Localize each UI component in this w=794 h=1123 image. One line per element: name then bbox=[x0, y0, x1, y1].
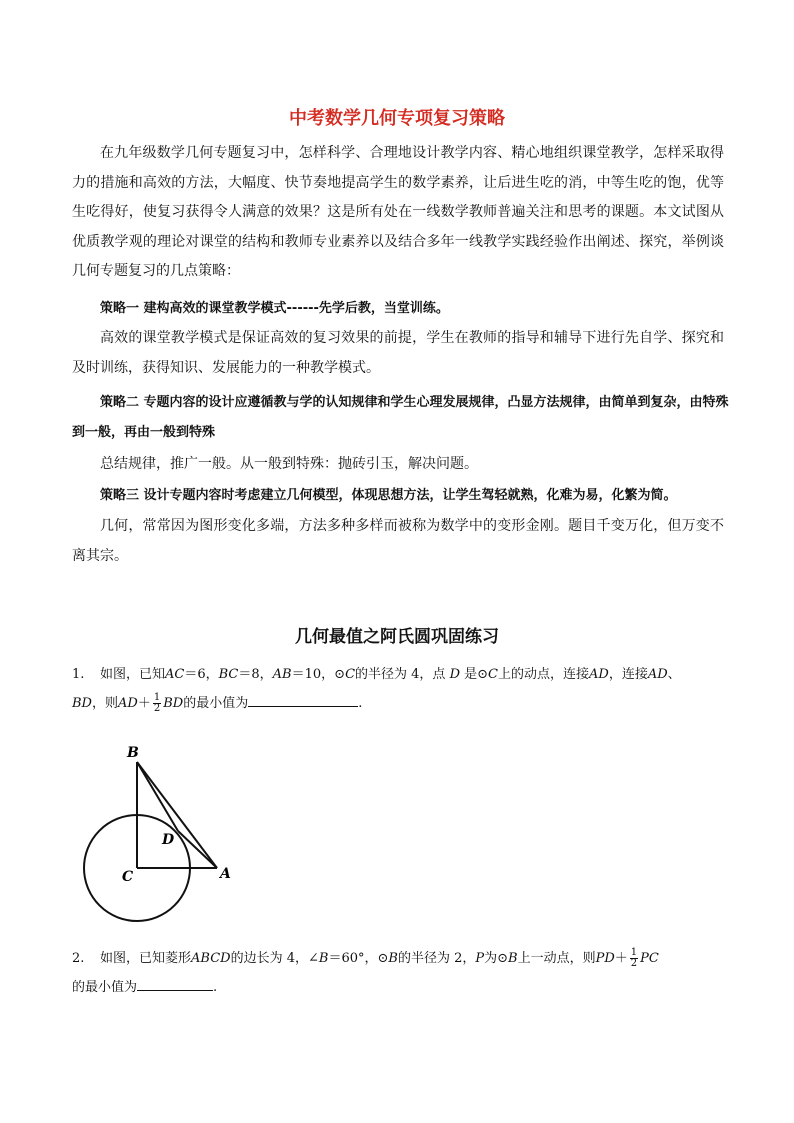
answer-blank[interactable] bbox=[248, 692, 358, 707]
label-c: C bbox=[122, 869, 134, 885]
question-2: 2. 如图，已知菱形ABCD的边长为 4，∠B＝60°，⊙B的半径为 2，P为⊙B上一动点，则PD＋ $\frac{1}{2}$ PC 的最小值为 . bbox=[72, 944, 732, 1002]
label-b: B bbox=[127, 745, 139, 761]
strategy3-body: 几何，常常因为图形变化多端，方法多种多样而被称为数学中的变形金刚。题目千变万化，但万变不离其宗。 bbox=[72, 518, 724, 564]
question-1: 1. 如图，已知AC＝6，BC＝8，AB＝10，⊙C的半径为 4，点 D 是⊙C上的动点，连接AD，连接AD、 BD，则AD＋ $\frac{1}{2}$ BD的最小值为 . bbox=[72, 660, 732, 718]
page-title: 中考数学几何专项复习策略 bbox=[289, 108, 505, 129]
fraction-one-half: $\frac{1}{2}$ bbox=[630, 947, 638, 969]
segment-bd bbox=[137, 762, 178, 831]
strategy1-heading: 策略一 建构高效的课堂教学模式------先学后教，当堂训练。 bbox=[100, 301, 449, 316]
strategy2-heading: 策略二 专题内容的设计应遵循教与学的认知规律和学生心理发展规律，凸显方法规律，由简单到复杂，由特殊到一般，再由一般到特殊 bbox=[72, 395, 729, 440]
question-number: 1. bbox=[72, 667, 85, 682]
fraction-one-half: $\frac{1}{2}$ bbox=[153, 692, 161, 714]
section-title: 几何最值之阿氏圆巩固练习 bbox=[295, 627, 499, 647]
figure-1 bbox=[80, 740, 250, 925]
strategy1-body: 高效的课堂教学模式是保证高效的复习效果的前提，学生在教师的指导和辅导下进行先自学、探究和及时训练，获得知识、发展能力的一种教学模式。 bbox=[72, 330, 724, 376]
question-number: 2. bbox=[72, 951, 85, 966]
label-a: A bbox=[220, 866, 231, 882]
label-d: D bbox=[162, 832, 175, 848]
strategy3-heading: 策略三 设计专题内容时考虑建立几何模型，体现思想方法，让学生驾轻就熟，化难为易，化繁为简。 bbox=[100, 488, 677, 503]
segment-ba bbox=[137, 762, 217, 868]
segment-da bbox=[178, 831, 217, 868]
intro-paragraph: 在九年级数学几何专题复习中，怎样科学、合理地设计教学内容、精心地组织课堂教学，怎样采取得力的措施和高效的方法，大幅度、快节奏地提高学生的数学素养，让后进生吃的消，中等生吃的饱，优等生吃得好，使复习获得令人满意的效果？这是所有处在一线数学教师普遍关注和思考的课题。本文试图从优质教学观的理论对课堂的结构和教师专业素养以及结合多年一线教学实践经验作出阐述、探究，举例谈几何专题复习的几点策略： bbox=[72, 145, 724, 279]
strategy2-body: 总结规律，推广一般。从一般到特殊：抛砖引玉，解决问题。 bbox=[100, 456, 478, 472]
answer-blank[interactable] bbox=[137, 976, 213, 991]
